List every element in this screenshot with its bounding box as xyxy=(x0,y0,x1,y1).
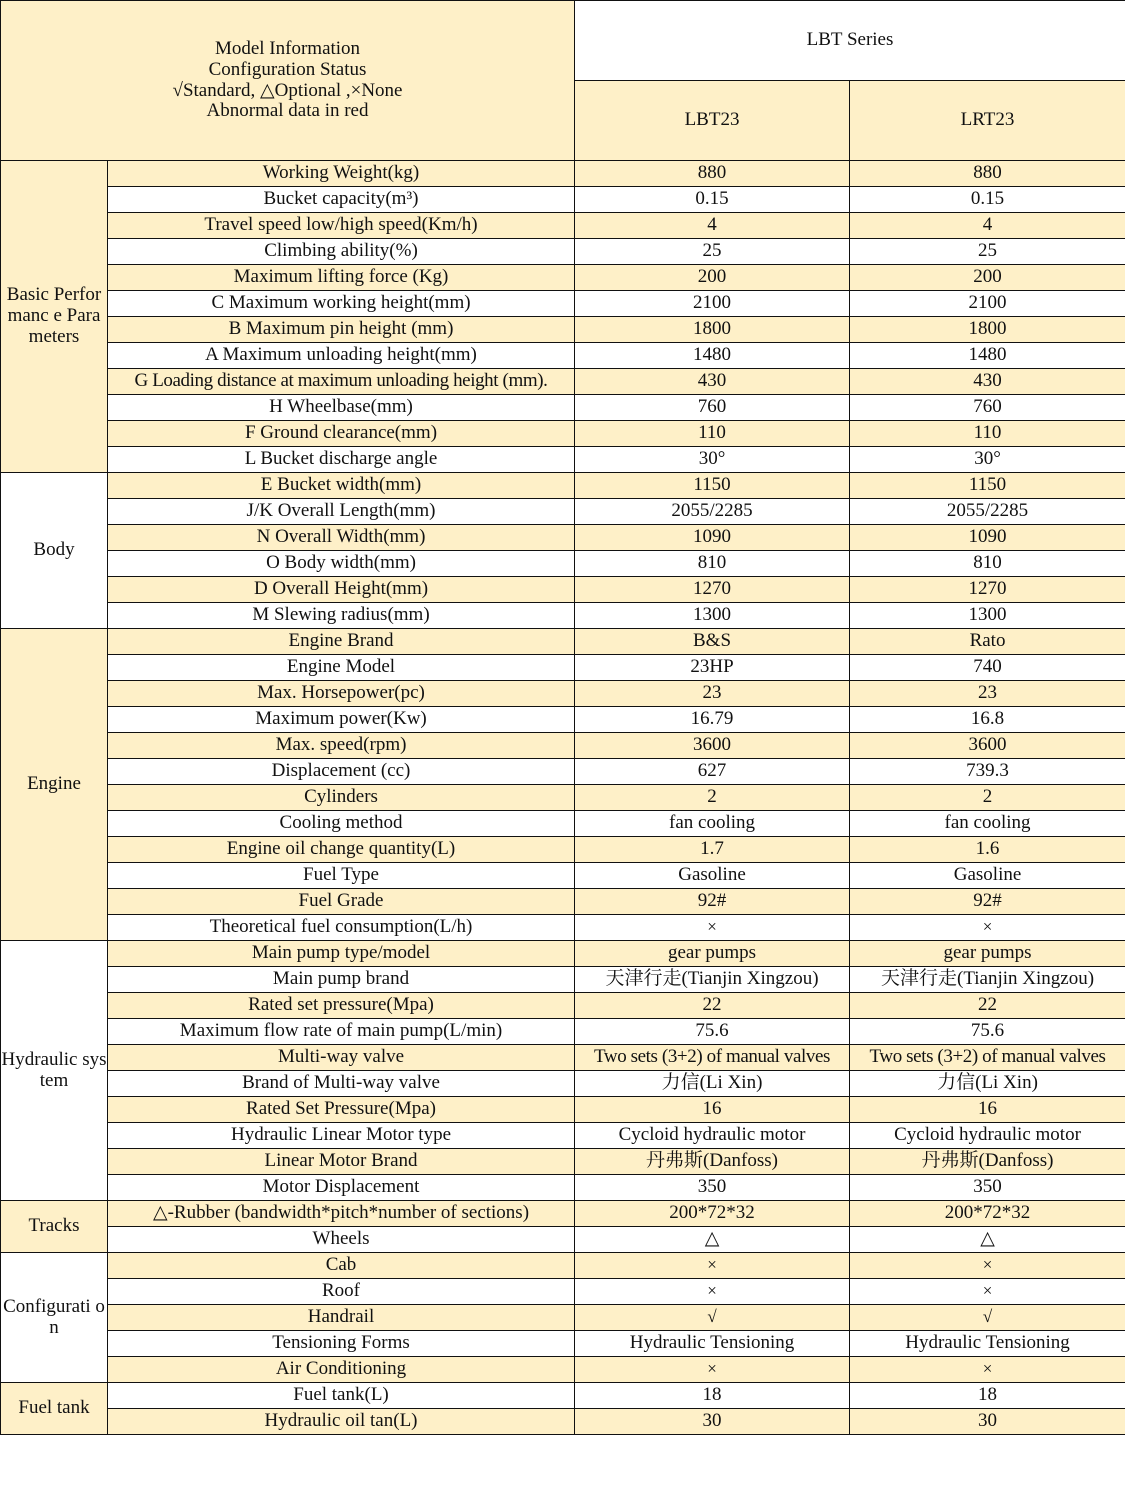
parameter-name: Linear Motor Brand xyxy=(108,1149,575,1175)
value-lrt23: Two sets (3+2) of manual valves xyxy=(850,1045,1125,1071)
value-lbt23: 2055/2285 xyxy=(575,499,850,525)
parameter-name: Cooling method xyxy=(108,811,575,837)
table-row xyxy=(1,707,1125,733)
parameter-name: M Slewing radius(mm) xyxy=(108,603,575,629)
value-lbt23: 2100 xyxy=(575,291,850,317)
parameter-name: N Overall Width(mm) xyxy=(108,525,575,551)
value-lrt23: 75.6 xyxy=(850,1019,1125,1045)
table-row xyxy=(1,1253,1125,1279)
table-row xyxy=(1,1409,1125,1435)
parameter-name: Climbing ability(%) xyxy=(108,239,575,265)
value-lrt23: fan cooling xyxy=(850,811,1125,837)
value-lbt23: 16 xyxy=(575,1097,850,1123)
value-lrt23: 760 xyxy=(850,395,1125,421)
table-row xyxy=(1,447,1125,473)
value-lbt23: △ xyxy=(575,1227,850,1253)
value-lbt23: 92# xyxy=(575,889,850,915)
value-lbt23: √ xyxy=(575,1305,850,1331)
header-row-series xyxy=(1,1,1125,81)
parameter-name: Fuel Grade xyxy=(108,889,575,915)
parameter-name: Hydraulic oil tan(L) xyxy=(108,1409,575,1435)
value-lrt23: 110 xyxy=(850,421,1125,447)
value-lbt23: 22 xyxy=(575,993,850,1019)
value-lrt23: 18 xyxy=(850,1383,1125,1409)
value-lbt23: 4 xyxy=(575,213,850,239)
value-lrt23: × xyxy=(850,1253,1125,1279)
group-label: Hydraulic system xyxy=(1,941,108,1201)
value-lbt23: 880 xyxy=(575,161,850,187)
value-lbt23: 1150 xyxy=(575,473,850,499)
value-lrt23: 2100 xyxy=(850,291,1125,317)
value-lbt23: 350 xyxy=(575,1175,850,1201)
parameter-name: F Ground clearance(mm) xyxy=(108,421,575,447)
parameter-name: Handrail xyxy=(108,1305,575,1331)
value-lbt23: 30° xyxy=(575,447,850,473)
value-lrt23: 1480 xyxy=(850,343,1125,369)
value-lrt23: × xyxy=(850,915,1125,941)
model-header-lbt23: LBT23 xyxy=(575,81,850,161)
value-lrt23: × xyxy=(850,1279,1125,1305)
value-lrt23: 810 xyxy=(850,551,1125,577)
parameter-name: Rated Set Pressure(Mpa) xyxy=(108,1097,575,1123)
value-lrt23: Cycloid hydraulic motor xyxy=(850,1123,1125,1149)
parameter-name: Maximum lifting force (Kg) xyxy=(108,265,575,291)
parameter-name: Wheels xyxy=(108,1227,575,1253)
table-row xyxy=(1,993,1125,1019)
parameter-name: Brand of Multi-way valve xyxy=(108,1071,575,1097)
table-row xyxy=(1,187,1125,213)
table-row xyxy=(1,837,1125,863)
parameter-name: J/K Overall Length(mm) xyxy=(108,499,575,525)
value-lbt23: 丹弗斯(Danfoss) xyxy=(575,1149,850,1175)
parameter-name: Theoretical fuel consumption(L/h) xyxy=(108,915,575,941)
parameter-name: Max. Horsepower(pc) xyxy=(108,681,575,707)
table-row xyxy=(1,733,1125,759)
value-lbt23: 810 xyxy=(575,551,850,577)
value-lbt23: 30 xyxy=(575,1409,850,1435)
group-label: Body xyxy=(1,473,108,629)
value-lbt23: 1090 xyxy=(575,525,850,551)
parameter-name: G Loading distance at maximum unloading height (mm). xyxy=(108,369,575,395)
value-lrt23: 2055/2285 xyxy=(850,499,1125,525)
parameter-name: Main pump type/model xyxy=(108,941,575,967)
value-lbt23: Cycloid hydraulic motor xyxy=(575,1123,850,1149)
value-lrt23: Hydraulic Tensioning xyxy=(850,1331,1125,1357)
value-lrt23: 16 xyxy=(850,1097,1125,1123)
value-lbt23: 75.6 xyxy=(575,1019,850,1045)
table-row xyxy=(1,369,1125,395)
value-lrt23: 739.3 xyxy=(850,759,1125,785)
table-row xyxy=(1,317,1125,343)
value-lbt23: 0.15 xyxy=(575,187,850,213)
value-lrt23: 740 xyxy=(850,655,1125,681)
parameter-name: Cab xyxy=(108,1253,575,1279)
group-label: Fuel tank xyxy=(1,1383,108,1435)
value-lbt23: 1270 xyxy=(575,577,850,603)
value-lrt23: 22 xyxy=(850,993,1125,1019)
legend-line-title: Model Information xyxy=(214,37,361,59)
parameter-name: Hydraulic Linear Motor type xyxy=(108,1123,575,1149)
value-lrt23: 23 xyxy=(850,681,1125,707)
value-lbt23: × xyxy=(575,1279,850,1305)
value-lbt23: 23 xyxy=(575,681,850,707)
table-row xyxy=(1,551,1125,577)
table-row xyxy=(1,629,1125,655)
value-lrt23: 430 xyxy=(850,369,1125,395)
value-lrt23: 4 xyxy=(850,213,1125,239)
model-information-legend xyxy=(1,1,575,161)
value-lrt23: 1.6 xyxy=(850,837,1125,863)
value-lrt23: Rato xyxy=(850,629,1125,655)
value-lbt23: 200 xyxy=(575,265,850,291)
table-row xyxy=(1,499,1125,525)
value-lbt23: × xyxy=(575,915,850,941)
legend-line-status: Configuration Status xyxy=(208,58,367,80)
table-row xyxy=(1,1097,1125,1123)
value-lrt23: √ xyxy=(850,1305,1125,1331)
table-row xyxy=(1,1071,1125,1097)
value-lbt23: × xyxy=(575,1253,850,1279)
parameter-name: △-Rubber (bandwidth*pitch*number of sections) xyxy=(108,1201,575,1227)
value-lbt23: 110 xyxy=(575,421,850,447)
value-lbt23: 23HP xyxy=(575,655,850,681)
value-lbt23: 3600 xyxy=(575,733,850,759)
table-row xyxy=(1,1331,1125,1357)
table-row xyxy=(1,915,1125,941)
value-lrt23: 350 xyxy=(850,1175,1125,1201)
table-row xyxy=(1,343,1125,369)
value-lrt23: 92# xyxy=(850,889,1125,915)
value-lrt23: 天津行走(Tianjin Xingzou) xyxy=(850,967,1125,993)
table-row xyxy=(1,213,1125,239)
value-lbt23: 25 xyxy=(575,239,850,265)
table-row xyxy=(1,811,1125,837)
value-lbt23: 1300 xyxy=(575,603,850,629)
value-lbt23: 力信(Li Xin) xyxy=(575,1071,850,1097)
table-row xyxy=(1,1175,1125,1201)
table-row xyxy=(1,421,1125,447)
parameter-name: O Body width(mm) xyxy=(108,551,575,577)
group-label: Basic Performanc e Parameters xyxy=(1,161,108,473)
legend-line-symbols: √Standard, △Optional ,×None xyxy=(172,79,403,101)
value-lrt23: 力信(Li Xin) xyxy=(850,1071,1125,1097)
table-row xyxy=(1,941,1125,967)
value-lrt23: △ xyxy=(850,1227,1125,1253)
parameter-name: L Bucket discharge angle xyxy=(108,447,575,473)
parameter-name: Max. speed(rpm) xyxy=(108,733,575,759)
value-lbt23: Hydraulic Tensioning xyxy=(575,1331,850,1357)
parameter-name: Maximum flow rate of main pump(L/min) xyxy=(108,1019,575,1045)
value-lrt23: 丹弗斯(Danfoss) xyxy=(850,1149,1125,1175)
table-row xyxy=(1,1227,1125,1253)
table-row xyxy=(1,395,1125,421)
value-lbt23: 1480 xyxy=(575,343,850,369)
table-row xyxy=(1,1279,1125,1305)
value-lbt23: 627 xyxy=(575,759,850,785)
parameter-name: E Bucket width(mm) xyxy=(108,473,575,499)
value-lbt23: 16.79 xyxy=(575,707,850,733)
value-lrt23: 1270 xyxy=(850,577,1125,603)
group-label: Tracks xyxy=(1,1201,108,1253)
table-row xyxy=(1,265,1125,291)
parameter-name: Travel speed low/high speed(Km/h) xyxy=(108,213,575,239)
value-lrt23: 1150 xyxy=(850,473,1125,499)
parameter-name: B Maximum pin height (mm) xyxy=(108,317,575,343)
table-row xyxy=(1,1357,1125,1383)
parameter-name: Fuel Type xyxy=(108,863,575,889)
value-lrt23: 880 xyxy=(850,161,1125,187)
parameter-name: Rated set pressure(Mpa) xyxy=(108,993,575,1019)
table-row xyxy=(1,1045,1125,1071)
value-lrt23: 1800 xyxy=(850,317,1125,343)
value-lrt23: 3600 xyxy=(850,733,1125,759)
value-lbt23: 760 xyxy=(575,395,850,421)
table-row xyxy=(1,1123,1125,1149)
value-lrt23: 30° xyxy=(850,447,1125,473)
parameter-name: Engine oil change quantity(L) xyxy=(108,837,575,863)
parameter-name: A Maximum unloading height(mm) xyxy=(108,343,575,369)
parameter-name: H Wheelbase(mm) xyxy=(108,395,575,421)
value-lrt23: 25 xyxy=(850,239,1125,265)
table-row xyxy=(1,1305,1125,1331)
value-lrt23: 30 xyxy=(850,1409,1125,1435)
value-lrt23: 2 xyxy=(850,785,1125,811)
table-row xyxy=(1,161,1125,187)
value-lbt23: fan cooling xyxy=(575,811,850,837)
value-lbt23: Gasoline xyxy=(575,863,850,889)
parameter-name: Cylinders xyxy=(108,785,575,811)
table-row xyxy=(1,1383,1125,1409)
value-lbt23: B&S xyxy=(575,629,850,655)
value-lbt23: 200*72*32 xyxy=(575,1201,850,1227)
table-row xyxy=(1,603,1125,629)
parameter-name: Main pump brand xyxy=(108,967,575,993)
parameter-name: C Maximum working height(mm) xyxy=(108,291,575,317)
parameter-name: Air Conditioning xyxy=(108,1357,575,1383)
table-row xyxy=(1,1201,1125,1227)
value-lbt23: × xyxy=(575,1357,850,1383)
table-row xyxy=(1,473,1125,499)
parameter-name: Engine Brand xyxy=(108,629,575,655)
value-lrt23: Gasoline xyxy=(850,863,1125,889)
parameter-name: Bucket capacity(m³) xyxy=(108,187,575,213)
value-lrt23: gear pumps xyxy=(850,941,1125,967)
model-header-lrt23: LRT23 xyxy=(850,81,1125,161)
table-row xyxy=(1,291,1125,317)
parameter-name: Fuel tank(L) xyxy=(108,1383,575,1409)
value-lrt23: 1090 xyxy=(850,525,1125,551)
value-lrt23: 200 xyxy=(850,265,1125,291)
parameter-name: Roof xyxy=(108,1279,575,1305)
parameter-name: Working Weight(kg) xyxy=(108,161,575,187)
value-lrt23: 1300 xyxy=(850,603,1125,629)
table-row xyxy=(1,1019,1125,1045)
table-row xyxy=(1,759,1125,785)
table-row xyxy=(1,577,1125,603)
parameter-name: Multi-way valve xyxy=(108,1045,575,1071)
value-lbt23: 2 xyxy=(575,785,850,811)
parameter-name: D Overall Height(mm) xyxy=(108,577,575,603)
parameter-name: Engine Model xyxy=(108,655,575,681)
table-row xyxy=(1,681,1125,707)
table-row xyxy=(1,1149,1125,1175)
parameter-name: Tensioning Forms xyxy=(108,1331,575,1357)
table-row xyxy=(1,525,1125,551)
table-row xyxy=(1,655,1125,681)
value-lbt23: Two sets (3+2) of manual valves xyxy=(575,1045,850,1071)
table-row xyxy=(1,889,1125,915)
group-label: Configurati on xyxy=(1,1253,108,1383)
table-row xyxy=(1,239,1125,265)
value-lrt23: × xyxy=(850,1357,1125,1383)
legend-line-abnormal: Abnormal data in red xyxy=(206,100,369,122)
value-lbt23: 430 xyxy=(575,369,850,395)
value-lbt23: gear pumps xyxy=(575,941,850,967)
value-lrt23: 200*72*32 xyxy=(850,1201,1125,1227)
value-lbt23: 天津行走(Tianjin Xingzou) xyxy=(575,967,850,993)
value-lrt23: 0.15 xyxy=(850,187,1125,213)
parameter-name: Displacement (cc) xyxy=(108,759,575,785)
table-row xyxy=(1,785,1125,811)
group-label: Engine xyxy=(1,629,108,941)
value-lbt23: 18 xyxy=(575,1383,850,1409)
table-row xyxy=(1,967,1125,993)
value-lbt23: 1.7 xyxy=(575,837,850,863)
parameter-name: Motor Displacement xyxy=(108,1175,575,1201)
parameter-name: Maximum power(Kw) xyxy=(108,707,575,733)
value-lbt23: 1800 xyxy=(575,317,850,343)
value-lrt23: 16.8 xyxy=(850,707,1125,733)
series-header: LBT Series xyxy=(575,1,1125,81)
table-row xyxy=(1,863,1125,889)
